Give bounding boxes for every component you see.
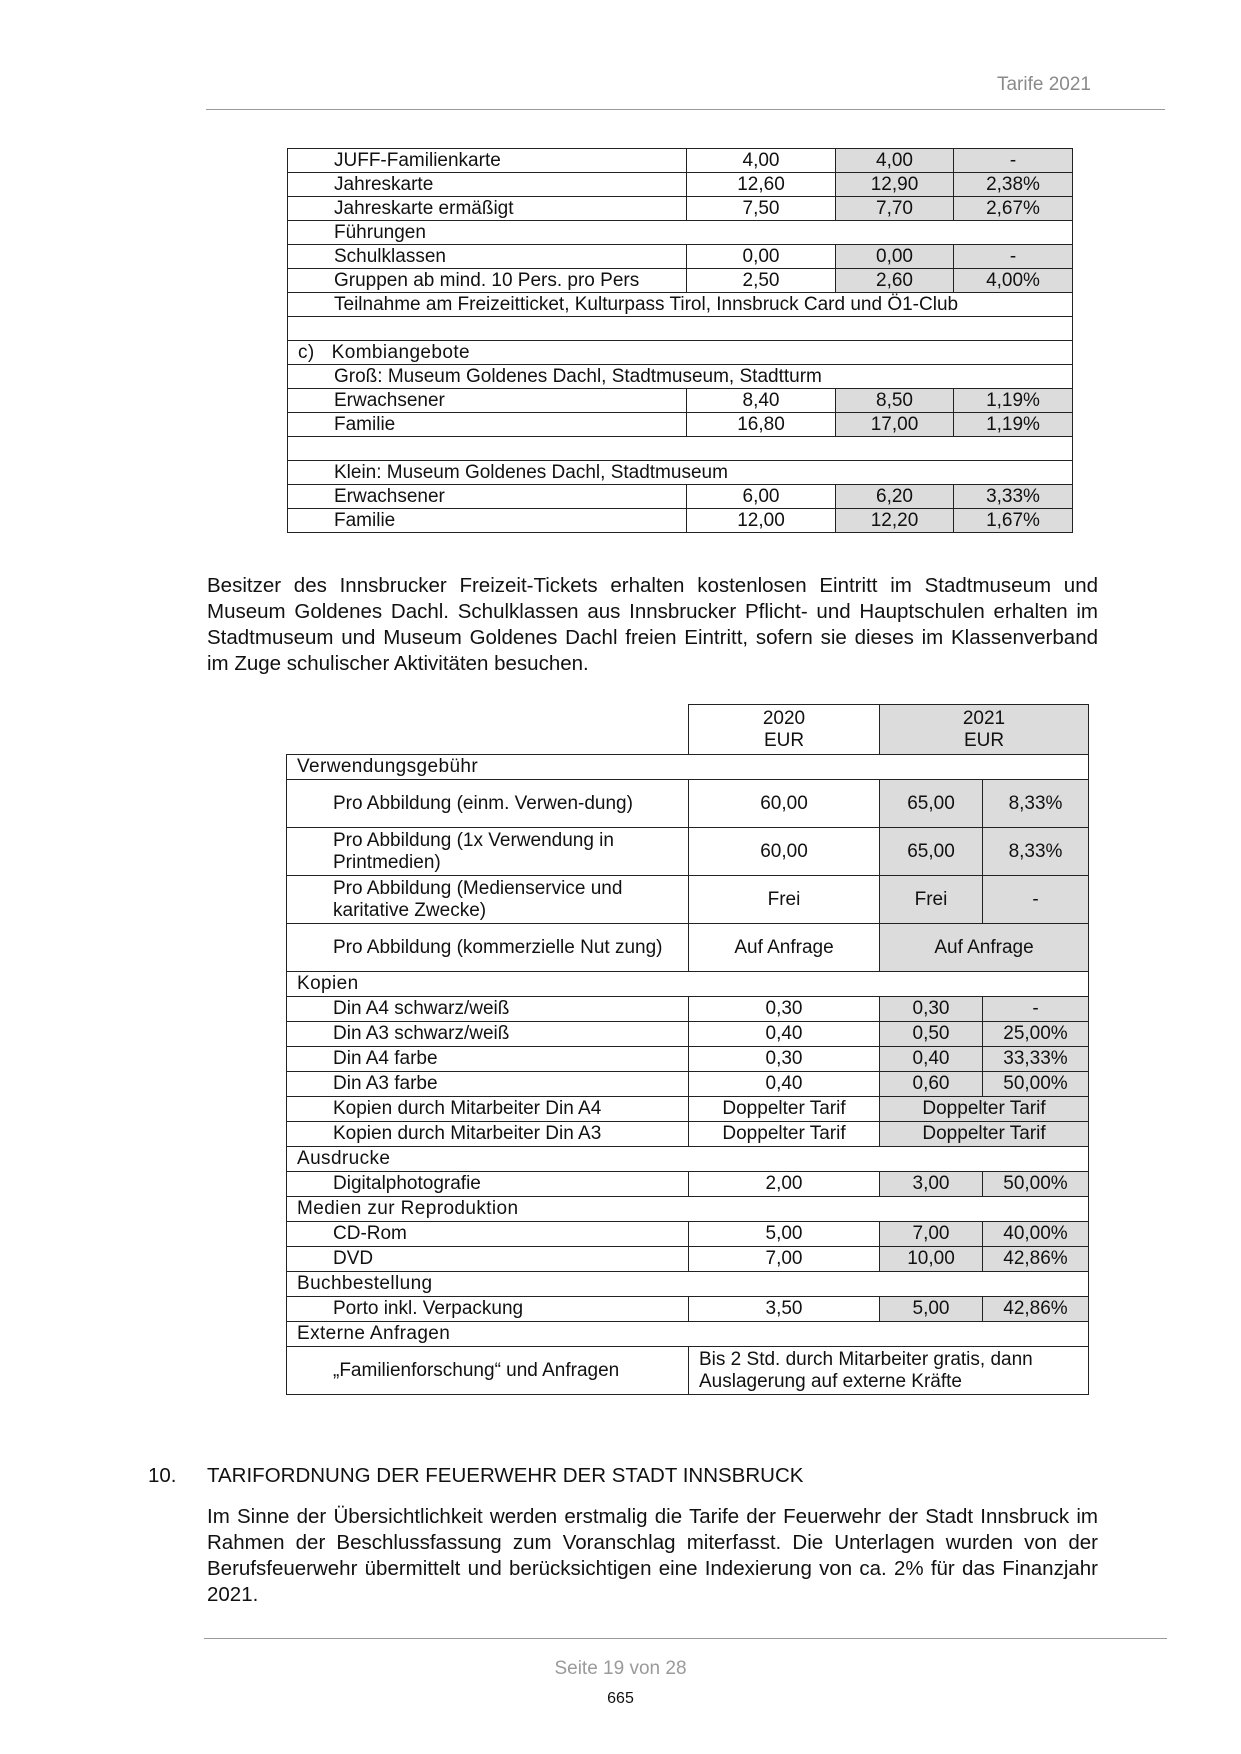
- table-row: [287, 1197, 1089, 1222]
- table-row: [287, 1072, 1089, 1097]
- value-2021: 12,20: [836, 509, 954, 533]
- change-percent: -: [954, 149, 1073, 173]
- section-row: c) Kombiangebote: [288, 341, 1073, 365]
- change-percent: -: [983, 997, 1089, 1022]
- value-2020: 0,40: [689, 1072, 880, 1097]
- subheading-row: Klein: Museum Goldenes Dachl, Stadtmuseum: [288, 461, 1073, 485]
- value-2020: Doppelter Tarif: [689, 1122, 880, 1147]
- row-label: Familie: [288, 509, 687, 533]
- table-row: [288, 173, 1073, 197]
- table-row: [288, 269, 1073, 293]
- value-2021: 2,60: [836, 269, 954, 293]
- section-number: 10.: [148, 1464, 177, 1487]
- value-2021: 0,40: [880, 1047, 983, 1072]
- value-2020: 6,00: [687, 485, 836, 509]
- value-2020: 0,00: [687, 245, 836, 269]
- value-2021: 65,00: [880, 828, 983, 876]
- table-row: [288, 461, 1073, 485]
- row-label: Jahreskarte ermäßigt: [288, 197, 687, 221]
- value-2020: 12,00: [687, 509, 836, 533]
- table-row: [287, 1247, 1089, 1272]
- value-2021: 10,00: [880, 1247, 983, 1272]
- table-row: [288, 485, 1073, 509]
- change-percent: 33,33%: [983, 1047, 1089, 1072]
- value-2021: Frei: [880, 876, 983, 924]
- value-2021: Doppelter Tarif: [880, 1097, 1089, 1122]
- table-row: [287, 1222, 1089, 1247]
- value-2020: 0,40: [689, 1022, 880, 1047]
- table2-header-2020: [689, 705, 880, 755]
- table-row: [288, 509, 1073, 533]
- value-2021: Doppelter Tarif: [880, 1122, 1089, 1147]
- row-label: Schulklassen: [288, 245, 687, 269]
- value-2020: Auf Anfrage: [689, 924, 880, 972]
- change-percent: 50,00%: [983, 1072, 1089, 1097]
- table-row: [287, 1172, 1089, 1197]
- table-row: [287, 1097, 1089, 1122]
- row-label: DVD: [287, 1247, 689, 1272]
- row-label: Porto inkl. Verpackung: [287, 1297, 689, 1322]
- value-2021: 12,90: [836, 173, 954, 197]
- row-label: Gruppen ab mind. 10 Pers. pro Pers: [288, 269, 687, 293]
- change-percent: 1,19%: [954, 389, 1073, 413]
- table-row: [287, 755, 1089, 780]
- paragraph-freizeit-ticket: Besitzer des Innsbrucker Freizeit-Tickets erhalten kostenlosen Eintritt im Stadtmuseum und Museum Goldenes Dachl. Schulklassen aus Innsbrucker Pflicht- und Hauptschulen erhalten im Stadtmuseum und Museum Goldenes Dachl freien Eintritt, sofern sie dieses im Klassenverband im Zuge schulischer Aktivitäten besuchen.: [207, 574, 1098, 675]
- table-row: [287, 997, 1089, 1022]
- value-2021: 6,20: [836, 485, 954, 509]
- section-row: Ausdrucke: [287, 1147, 1089, 1172]
- row-label: Pro Abbildung (einm. Verwen-dung): [287, 780, 689, 828]
- row-label: CD-Rom: [287, 1222, 689, 1247]
- table-row: [288, 389, 1073, 413]
- value-2021: Auf Anfrage: [880, 924, 1089, 972]
- value-2020: 7,50: [687, 197, 836, 221]
- header-year-2020: 2020: [762, 707, 806, 729]
- change-percent: 2,67%: [954, 197, 1073, 221]
- table-archive-fees: [286, 704, 1089, 1395]
- row-label: Kopien durch Mitarbeiter Din A3: [287, 1122, 689, 1147]
- footer-divider: [204, 1638, 1167, 1639]
- table-row: [288, 245, 1073, 269]
- table-row: [287, 1322, 1089, 1347]
- change-percent: 1,67%: [954, 509, 1073, 533]
- table-row: [288, 365, 1073, 389]
- paragraph-feuerwehr: Im Sinne der Übersichtlichkeit werden erstmalig die Tarife der Feuerwehr der Stadt Innsbruck im Rahmen der Beschlussfassung zum Voranschlag miterfasst. Die Unterlagen wurden von der Berufsfeuerwehr übermittelt und berücksichtigen eine Indexierung von ca. 2% für das Finanzjahr 2021.: [207, 1505, 1098, 1606]
- table-row: [288, 437, 1073, 461]
- value-2021: 7,70: [836, 197, 954, 221]
- table-row: [288, 317, 1073, 341]
- value-2020: 4,00: [687, 149, 836, 173]
- change-percent: 8,33%: [983, 828, 1089, 876]
- value-2020: 5,00: [689, 1222, 880, 1247]
- header-currency-2021: EUR: [963, 729, 1005, 751]
- value-2020: 2,00: [689, 1172, 880, 1197]
- note-cell: Bis 2 Std. durch Mitarbeiter gratis, dann Auslagerung auf externe Kräfte: [689, 1347, 1089, 1395]
- section-row: Externe Anfragen: [287, 1322, 1089, 1347]
- value-2020: 8,40: [687, 389, 836, 413]
- footer-page-label: Seite 19 von 28: [554, 1658, 687, 1679]
- header-year-2021: 2021: [962, 707, 1006, 729]
- value-2021: 4,00: [836, 149, 954, 173]
- change-percent: -: [954, 245, 1073, 269]
- table2-header-2021: [880, 705, 1089, 755]
- table-museum-tariffs: [287, 148, 1073, 533]
- table-row: [287, 972, 1089, 997]
- table-row: [288, 149, 1073, 173]
- value-2021: 7,00: [880, 1222, 983, 1247]
- row-label: Erwachsener: [288, 389, 687, 413]
- value-2021: 65,00: [880, 780, 983, 828]
- table-row: [287, 1147, 1089, 1172]
- table-row: [288, 341, 1073, 365]
- value-2021: 17,00: [836, 413, 954, 437]
- row-label: JUFF-Familienkarte: [288, 149, 687, 173]
- change-percent: -: [983, 876, 1089, 924]
- value-2021: 5,00: [880, 1297, 983, 1322]
- section-row: Kopien: [287, 972, 1089, 997]
- spacer-row: [288, 317, 1073, 341]
- value-2021: 0,00: [836, 245, 954, 269]
- value-2020: 2,50: [687, 269, 836, 293]
- header-divider: [206, 109, 1165, 110]
- footer-page-number: 665: [607, 1690, 634, 1707]
- spacer-row: [288, 437, 1073, 461]
- value-2020: Frei: [689, 876, 880, 924]
- section-row: Buchbestellung: [287, 1272, 1089, 1297]
- value-2020: 12,60: [687, 173, 836, 197]
- header-currency-2020: EUR: [763, 729, 805, 751]
- row-label: Familie: [288, 413, 687, 437]
- value-2021: 0,60: [880, 1072, 983, 1097]
- row-label: Erwachsener: [288, 485, 687, 509]
- table-row: [287, 1022, 1089, 1047]
- value-2020: 0,30: [689, 1047, 880, 1072]
- value-2021: 3,00: [880, 1172, 983, 1197]
- subheading-row: Führungen: [288, 221, 1073, 245]
- row-label: Din A3 farbe: [287, 1072, 689, 1097]
- table-row: [288, 293, 1073, 317]
- table-row: [287, 1047, 1089, 1072]
- value-2021: 8,50: [836, 389, 954, 413]
- change-percent: 25,00%: [983, 1022, 1089, 1047]
- change-percent: 8,33%: [983, 780, 1089, 828]
- change-percent: 2,38%: [954, 173, 1073, 197]
- row-label: Pro Abbildung (1x Verwendung in Printmedien): [287, 828, 689, 876]
- value-2020: 3,50: [689, 1297, 880, 1322]
- value-2020: 16,80: [687, 413, 836, 437]
- value-2020: 0,30: [689, 997, 880, 1022]
- table-row: [288, 413, 1073, 437]
- table-row: [287, 780, 1089, 828]
- table-row: [287, 1297, 1089, 1322]
- change-percent: 42,86%: [983, 1247, 1089, 1272]
- table-row: [287, 828, 1089, 876]
- value-2020: Doppelter Tarif: [689, 1097, 880, 1122]
- table-row: [288, 221, 1073, 245]
- table-row: [287, 1122, 1089, 1147]
- section-row: Verwendungsgebühr: [287, 755, 1089, 780]
- change-percent: 1,19%: [954, 413, 1073, 437]
- change-percent: 50,00%: [983, 1172, 1089, 1197]
- subheading-row: Teilnahme am Freizeitticket, Kulturpass Tirol, Innsbruck Card und Ö1-Club: [288, 293, 1073, 317]
- section-heading: TARIFORDNUNG DER FEUERWEHR DER STADT INNSBRUCK: [207, 1464, 804, 1487]
- value-2021: 0,50: [880, 1022, 983, 1047]
- table-row: [287, 924, 1089, 972]
- row-label: Pro Abbildung (Medienservice und karitative Zwecke): [287, 876, 689, 924]
- row-label: „Familienforschung“ und Anfragen: [287, 1347, 689, 1395]
- change-percent: 42,86%: [983, 1297, 1089, 1322]
- table-row: [287, 1347, 1089, 1395]
- value-2020: 60,00: [689, 780, 880, 828]
- change-percent: 40,00%: [983, 1222, 1089, 1247]
- table-row: [287, 876, 1089, 924]
- change-percent: 3,33%: [954, 485, 1073, 509]
- change-percent: 4,00%: [954, 269, 1073, 293]
- row-label: Kopien durch Mitarbeiter Din A4: [287, 1097, 689, 1122]
- table-row: [288, 197, 1073, 221]
- row-label: Din A3 schwarz/weiß: [287, 1022, 689, 1047]
- header-title: Tarife 2021: [996, 74, 1091, 95]
- value-2020: 60,00: [689, 828, 880, 876]
- value-2021: 0,30: [880, 997, 983, 1022]
- table-row: [287, 1272, 1089, 1297]
- row-label: Din A4 farbe: [287, 1047, 689, 1072]
- row-label: Jahreskarte: [288, 173, 687, 197]
- row-label: Digitalphotografie: [287, 1172, 689, 1197]
- section-row: Medien zur Reproduktion: [287, 1197, 1089, 1222]
- row-label: Din A4 schwarz/weiß: [287, 997, 689, 1022]
- subheading-row: Groß: Museum Goldenes Dachl, Stadtmuseum, Stadtturm: [288, 365, 1073, 389]
- value-2020: 7,00: [689, 1247, 880, 1272]
- row-label: Pro Abbildung (kommerzielle Nut zung): [287, 924, 689, 972]
